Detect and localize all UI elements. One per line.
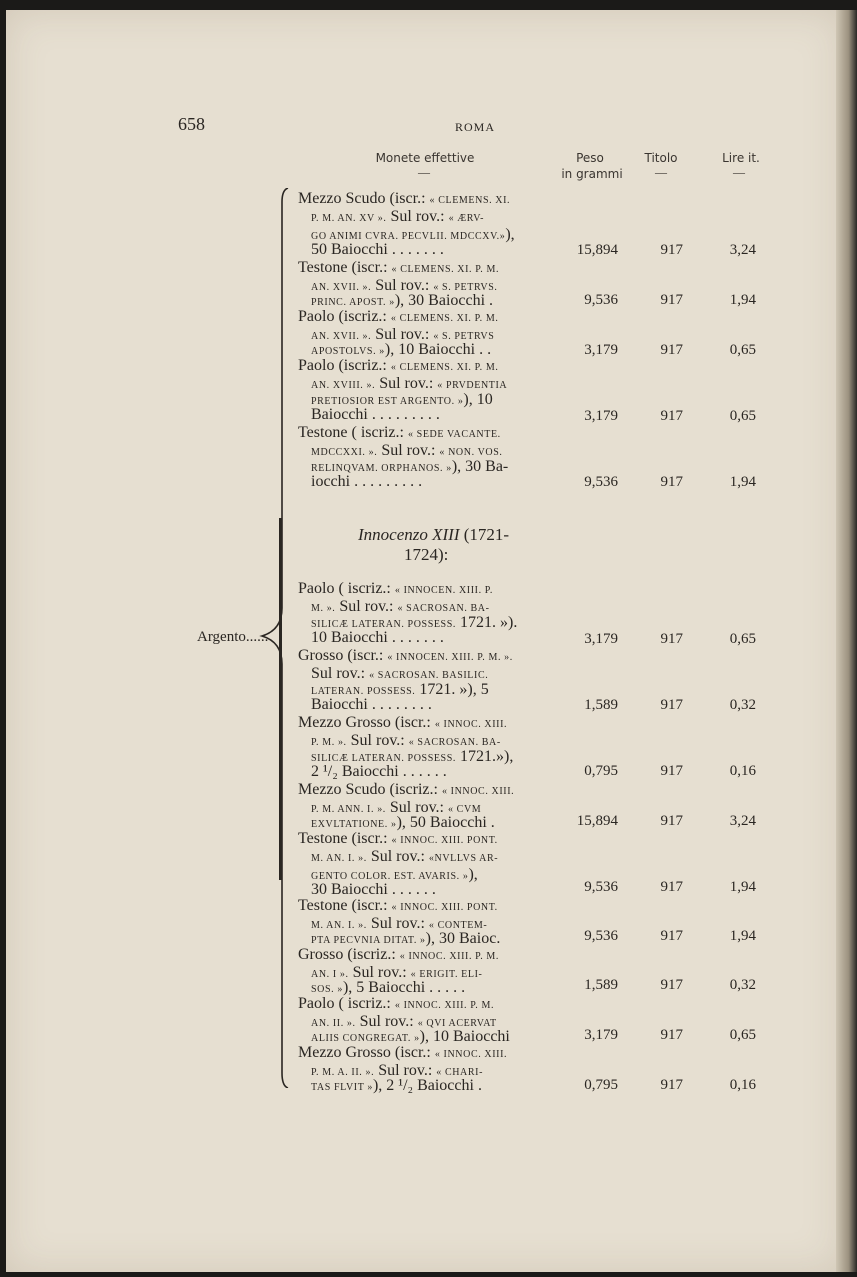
description-text: Sul rov.: — [377, 442, 440, 459]
column-header-monete: Monete effettive — [375, 151, 475, 165]
description-line — [298, 647, 540, 667]
inscription-text: « ERIGIT. ELI- — [410, 969, 483, 980]
description-text: 1721.»), — [455, 748, 514, 765]
inscription-text: MDCCXXI. ». — [311, 447, 378, 458]
description-text: Sul rov.: — [371, 326, 434, 343]
description-text: ), — [468, 866, 478, 883]
column-header-lire: Lire it. — [722, 151, 760, 165]
fineness-value: 917 — [660, 408, 683, 424]
inscription-text: « SACROSAN. BA- — [408, 737, 501, 748]
fineness-value: 917 — [660, 928, 683, 944]
description-line — [311, 1077, 553, 1097]
inscription-text: ALIIS CONGREGAT. » — [311, 1033, 420, 1044]
description-line — [298, 424, 540, 444]
inscription-text: « CLEMENS. XI. P. M. — [390, 362, 499, 373]
inscription-text: SILICÆ LATERAN. POSSESS. — [311, 619, 456, 630]
weight-value: 1,589 — [584, 697, 618, 713]
lire-value: 0,16 — [729, 763, 756, 779]
description-text: ), 2 ¹/₂ Baiocchi . — [372, 1077, 482, 1094]
fineness-value: 917 — [660, 342, 683, 358]
inscription-text: « INNOC. XIII. P. M. — [399, 951, 499, 962]
inscription-text: « SEDE VACANTE. — [407, 429, 501, 440]
inscription-text: « INNOC. XIII. — [434, 1049, 508, 1060]
lire-value: 3,24 — [729, 813, 756, 829]
description-text: Paolo ( iscriz.: — [298, 580, 395, 597]
description-line — [298, 995, 540, 1015]
fineness-value: 917 — [660, 813, 683, 829]
lire-value: 1,94 — [729, 928, 756, 944]
description-text: Sul rov.: — [371, 277, 434, 294]
description-line — [311, 848, 553, 868]
page-number: 658 — [178, 114, 205, 134]
lire-value: 3,24 — [729, 242, 756, 258]
inscription-text: P. M. A. II. ». — [311, 1067, 375, 1078]
weight-value: 9,536 — [584, 928, 618, 944]
inscription-text: EXVLTATIONE. » — [311, 819, 397, 830]
fineness-value: 917 — [660, 763, 683, 779]
description-line — [298, 259, 540, 279]
inscription-text: « INNOCEN. XIII. P. M. ». — [387, 652, 513, 663]
weight-value: 9,536 — [584, 879, 618, 895]
fineness-value: 917 — [660, 1027, 683, 1043]
column-header-peso-unit: in grammi — [561, 167, 623, 181]
description-text: ), 10 — [463, 391, 493, 408]
description-text: 1721. »). — [455, 614, 518, 631]
inscription-text: «NVLLVS AR- — [428, 853, 499, 864]
description-text: Sul rov.: — [385, 799, 448, 816]
section-heading-years-end: 1724): — [404, 545, 449, 564]
description-text: Mezzo Scudo (iscriz.: — [298, 781, 442, 798]
description-line — [298, 897, 540, 917]
description-text: ), 10 Baiocchi . . — [384, 341, 492, 358]
inscription-text: PRETIOSIOR EST ARGENTO. » — [311, 396, 464, 407]
lire-value: 0,65 — [729, 631, 756, 647]
running-head: ROMA — [455, 120, 496, 134]
description-text: Mezzo Grosso (iscr.: — [298, 1044, 435, 1061]
inscription-text: « INNOC. XIII. PONT. — [391, 835, 498, 846]
inscription-text: AN. XVII. ». — [311, 282, 372, 293]
inscription-text: M. AN. I. ». — [311, 853, 367, 864]
description-text: Paolo ( iscriz.: — [298, 995, 395, 1012]
weight-value: 15,894 — [576, 242, 618, 258]
description-text: Sul rov.: — [374, 1062, 437, 1079]
inscription-text: « NON. VOS. — [439, 447, 503, 458]
description-text: 10 Baiocchi . . . . . . . — [311, 629, 444, 646]
inscription-text: « INNOC. XIII. PONT. — [391, 902, 498, 913]
inscription-text: « S. PETRVS. — [433, 282, 498, 293]
weight-value: 9,536 — [584, 292, 618, 308]
inscription-text: « CLEMENS. XI. P. M. — [391, 264, 500, 275]
lire-value: 0,65 — [729, 1027, 756, 1043]
description-text: 50 Baiocchi . . . . . . . — [311, 241, 444, 258]
description-text: Testone (iscr.: — [298, 259, 392, 276]
description-text: ), 30 Ba- — [451, 458, 509, 475]
description-text: Sul rov.: — [348, 964, 411, 981]
inscription-text: M. AN. I. ». — [311, 920, 367, 931]
lire-value: 1,94 — [729, 292, 756, 308]
inscription-text: GO ANIMI CVRA. PECVLII. MDCCXV.» — [311, 231, 506, 242]
weight-value: 1,589 — [584, 977, 618, 993]
inscription-text: SOS. » — [311, 984, 343, 995]
description-line — [298, 1044, 540, 1064]
description-text: Mezzo Grosso (iscr.: — [298, 714, 435, 731]
description-line — [298, 190, 540, 210]
fineness-value: 917 — [660, 977, 683, 993]
section-heading-years-start: (1721- — [463, 525, 510, 544]
description-text: Sul rov.: — [366, 848, 429, 865]
description-text: ), 30 Baiocchi . — [394, 292, 494, 309]
weight-value: 3,179 — [584, 631, 618, 647]
lire-value: 0,16 — [729, 1077, 756, 1093]
description-text: Grosso (iscr.: — [298, 647, 388, 664]
inscription-text: PTA PECVNIA DITAT. » — [311, 935, 426, 946]
inscription-text: « CONTEM- — [428, 920, 488, 931]
lire-value: 1,94 — [729, 879, 756, 895]
inscription-text: M. ». — [311, 603, 336, 614]
inscription-text: AN. XVII. ». — [311, 331, 372, 342]
description-text: Sul rov.: — [311, 665, 370, 682]
inscription-text: « CLEMENS. XI. P. M. — [390, 313, 499, 324]
inscription-text: P. M. ». — [311, 737, 347, 748]
description-line — [311, 241, 553, 259]
inscription-text: LATERAN. POSSESS. — [311, 686, 416, 697]
section-heading-name: Innocenzo XIII — [358, 525, 460, 544]
inscription-text: TAS FLVIT » — [311, 1082, 373, 1093]
description-text: Testone (iscr.: — [298, 830, 392, 847]
description-text: 2 ¹/₂ Baiocchi . . . . . . — [311, 763, 447, 780]
inscription-text: GENTO COLOR. EST. AVARIS. » — [311, 871, 469, 882]
description-line — [311, 473, 553, 491]
description-text: Testone (iscr.: — [298, 897, 392, 914]
metal-label: Argento...... — [197, 629, 269, 645]
inscription-text: AN. I ». — [311, 969, 349, 980]
description-text: Baiocchi . . . . . . . . . — [311, 406, 440, 423]
lire-value: 0,65 — [729, 342, 756, 358]
description-text: iocchi . . . . . . . . . — [311, 473, 423, 490]
description-line — [311, 629, 553, 647]
fineness-value: 917 — [660, 292, 683, 308]
weight-value: 9,536 — [584, 474, 618, 490]
description-line — [298, 357, 540, 377]
inscription-text: « CVM — [447, 804, 482, 815]
lire-value: 0,65 — [729, 408, 756, 424]
description-text: Sul rov.: — [366, 915, 429, 932]
inscription-text: APOSTOLVS. » — [311, 346, 385, 357]
description-text: Sul rov.: — [355, 1013, 418, 1030]
column-header-titolo: Titolo — [644, 151, 678, 165]
weight-value: 0,795 — [584, 763, 618, 779]
description-line — [298, 946, 540, 966]
column-header-peso: Peso — [576, 151, 604, 165]
description-text: Mezzo Scudo (iscr.: — [298, 190, 430, 207]
description-text: ), 30 Baioc. — [425, 930, 501, 947]
inscription-text: RELINQVAM. ORPHANOS. » — [311, 463, 452, 474]
lire-value: 0,32 — [729, 977, 756, 993]
description-text: Testone ( iscriz.: — [298, 424, 408, 441]
inscription-text: « ÆRV- — [448, 213, 485, 224]
inscription-text: « INNOC. XIII. P. M. — [394, 1000, 495, 1011]
inscription-text: « CLEMENS. XI. — [429, 195, 511, 206]
inscription-text: « INNOCEN. XIII. P. — [394, 585, 493, 596]
description-line — [298, 580, 540, 600]
inscription-text: AN. II. ». — [311, 1018, 356, 1029]
column-dash-monete: — — [418, 165, 430, 179]
section-heading — [358, 525, 509, 545]
lire-value: 1,94 — [729, 474, 756, 490]
description-text: ), — [505, 226, 515, 243]
description-line — [311, 208, 553, 228]
inscription-text: « INNOC. XIII. — [441, 786, 515, 797]
description-line — [298, 308, 540, 328]
description-text: Paolo (iscriz.: — [298, 308, 391, 325]
weight-value: 15,894 — [576, 813, 618, 829]
inscription-text: « SACROSAN. BASILIC. — [369, 670, 489, 681]
weight-value: 0,795 — [584, 1077, 618, 1093]
description-text: Sul rov.: — [346, 732, 409, 749]
inscription-text: P. M. AN. XV ». — [311, 213, 387, 224]
inscription-text: « QVI ACERVAT — [417, 1018, 497, 1029]
fineness-value: 917 — [660, 879, 683, 895]
description-line — [311, 406, 553, 424]
description-text: Grosso (iscriz.: — [298, 946, 400, 963]
description-text: 30 Baiocchi . . . . . . — [311, 881, 436, 898]
description-line — [311, 763, 553, 781]
inscription-text: SILICÆ LATERAN. POSSESS. — [311, 753, 456, 764]
description-text: Sul rov.: — [335, 598, 398, 615]
description-text: Sul rov.: — [386, 208, 449, 225]
description-line — [298, 830, 540, 850]
description-text: ), 10 Baiocchi — [419, 1028, 510, 1045]
inscription-text: « PRVDENTIA — [437, 380, 508, 391]
description-text: Paolo (iscriz.: — [298, 357, 391, 374]
inscription-text: PRINC. APOST. » — [311, 297, 395, 308]
column-dash-titolo: — — [655, 165, 667, 179]
description-text: 1721. »), 5 — [415, 681, 489, 698]
column-dash-lire: — — [733, 165, 745, 179]
inscription-text: « CHARI- — [436, 1067, 484, 1078]
weight-value: 3,179 — [584, 1027, 618, 1043]
description-line — [298, 781, 540, 801]
weight-value: 3,179 — [584, 342, 618, 358]
description-line — [298, 714, 540, 734]
inscription-text: « INNOC. XIII. — [434, 719, 508, 730]
description-text: Baiocchi . . . . . . . . — [311, 696, 432, 713]
fineness-value: 917 — [660, 631, 683, 647]
description-text: ), 50 Baiocchi . — [396, 814, 495, 831]
fineness-value: 917 — [660, 697, 683, 713]
inscription-text: AN. XVIII. ». — [311, 380, 376, 391]
inscription-text: « S. PETRVS — [433, 331, 495, 342]
lire-value: 0,32 — [729, 697, 756, 713]
description-text: ), 5 Baiocchi . . . . . — [342, 979, 466, 996]
inscription-text: « SACROSAN. BA- — [397, 603, 490, 614]
weight-value: 3,179 — [584, 408, 618, 424]
fineness-value: 917 — [660, 1077, 683, 1093]
description-text: Sul rov.: — [375, 375, 438, 392]
fineness-value: 917 — [660, 242, 683, 258]
page-edge — [836, 10, 857, 1272]
inscription-text: P. M. ANN. I. ». — [311, 804, 386, 815]
brace-rule — [279, 518, 282, 880]
fineness-value: 917 — [660, 474, 683, 490]
description-line — [311, 696, 553, 714]
